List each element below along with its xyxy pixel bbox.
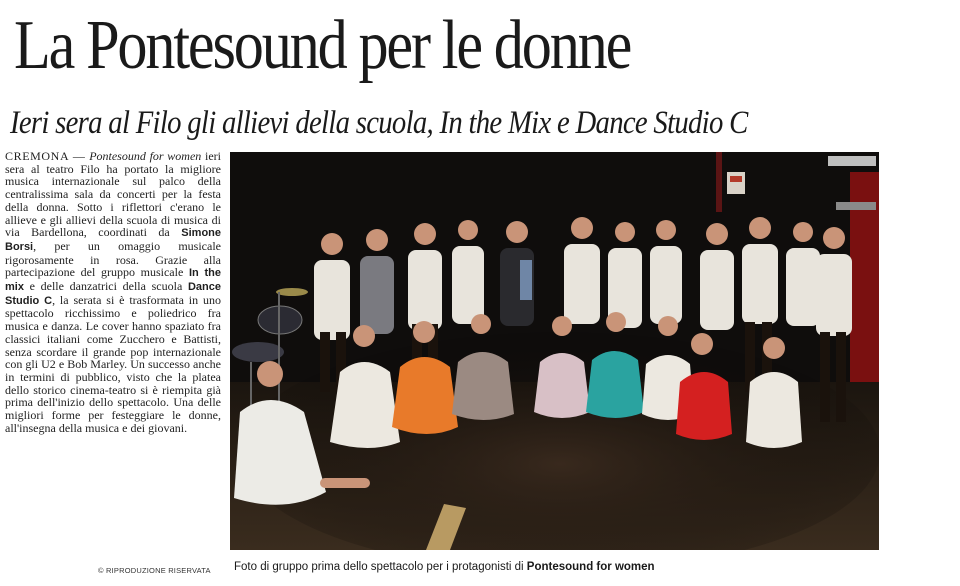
- copyright-notice: © RIPRODUZIONE RISERVATA: [98, 566, 211, 575]
- dateline: CREMONA —: [5, 149, 86, 163]
- caption-bold: Pontesound for women: [526, 561, 655, 573]
- body-text-1: ieri sera al teatro Filo ha portato la migliore musica internazionale sul palco della centralissima sala da concerti per la festa della donna. Sotto i riflettori c'erano le allieve e gli allievi della scuola di musica di via Bardellona, coordinati da: [5, 149, 221, 240]
- caption-text: Foto di gruppo prima dello spettacolo per i protagonisti di: [234, 561, 527, 573]
- group-photo-image: [230, 152, 879, 550]
- group-photo: [230, 152, 879, 550]
- photo-caption: [234, 561, 655, 573]
- article-body: [5, 150, 221, 434]
- exit-sign: [727, 172, 745, 194]
- body-text-4: , la serata si è trasformata in uno spettacolo ricchissimo e poliedrico fra musica e danza. Le cover hanno spaziato fra classici italiani come Zucchero e Battisti, senza scordare il grande pop internazionale con gli U2 e Bob Marley. Un successo anche in termini di pubblico, visto che la platea dello storico cinema-teatro si è riempita già prima dell'inizio dello spettacolo. Una delle migliori forme per festeggiare le donne, all'insegna della musica e dei giovani.: [5, 292, 221, 435]
- headline: La Pontesound per le donne: [14, 7, 631, 84]
- name-dance-studio-c: Dance Studio C: [5, 281, 221, 307]
- name-in-the-mix: In the mix: [5, 267, 221, 294]
- body-text-3: e delle danzatrici della scuola: [23, 279, 188, 294]
- body-text-2: , per un omaggio musicale rigorosamente in rosa. Grazie alla partecipazione del gruppo musicale: [5, 238, 221, 280]
- stage-light: [828, 156, 876, 166]
- subheadline: Ieri sera al Filo gli allievi della scuola, In the Mix e Dance Studio C: [10, 105, 748, 141]
- lead-italic: Pontesound for women: [89, 149, 202, 163]
- name-simone-borsi: Simone Borsi: [5, 227, 221, 253]
